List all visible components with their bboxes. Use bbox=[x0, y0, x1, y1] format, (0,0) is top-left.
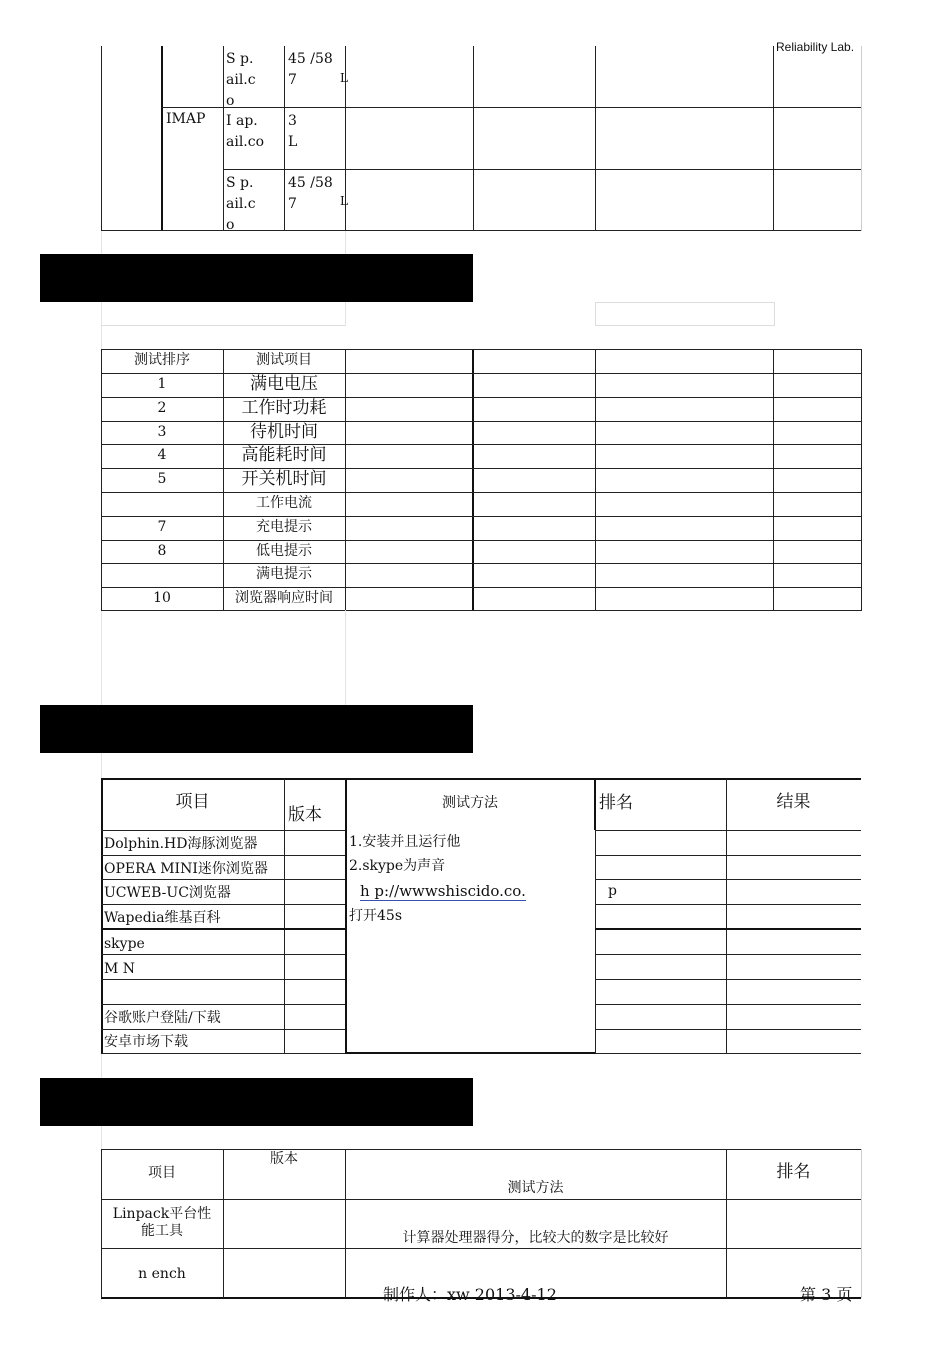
port-cell: 45 /58 7 bbox=[288, 51, 333, 88]
column-header-version: 版本 bbox=[288, 805, 322, 825]
browser-item: Dolphin.HD海豚浏览器 bbox=[104, 836, 258, 852]
protocol-cell: IMAP bbox=[166, 111, 206, 127]
row-item: 高能耗时间 bbox=[241, 445, 327, 465]
perf-item: n ench bbox=[138, 1266, 186, 1282]
flag-cell: L bbox=[340, 71, 348, 85]
row-number: 2 bbox=[157, 400, 167, 416]
column-header-rank: 排名 bbox=[776, 1162, 811, 1182]
column-header-method: 测试方法 bbox=[507, 1180, 564, 1196]
row-item: 工作时功耗 bbox=[241, 398, 327, 418]
empty-cell bbox=[595, 302, 775, 326]
rank-cell: p bbox=[608, 883, 617, 899]
perf-item: Linpack平台性 能工具 bbox=[112, 1206, 212, 1239]
server-cell: S p. ail.c o bbox=[226, 175, 256, 233]
footer-page-number: 第 3 页 bbox=[800, 1285, 853, 1304]
row-number: 10 bbox=[153, 590, 171, 606]
browser-item: skype bbox=[104, 936, 145, 952]
column-header-item: 项目 bbox=[148, 1165, 176, 1181]
column-header-rank: 排名 bbox=[599, 793, 633, 813]
column-header-order: 测试排序 bbox=[134, 352, 190, 368]
method-step: 1.安装并且运行他 bbox=[349, 834, 461, 850]
row-number: 1 bbox=[157, 376, 167, 392]
browser-item: M N bbox=[104, 961, 136, 977]
redacted-section-header bbox=[40, 1078, 473, 1126]
row-number: 7 bbox=[157, 519, 167, 535]
port-cell: 3 L bbox=[288, 113, 298, 150]
row-item: 充电提示 bbox=[256, 519, 312, 535]
browser-item: 谷歌账户登陆/下载 bbox=[104, 1010, 221, 1026]
server-cell: S p. ail.c o bbox=[226, 51, 256, 109]
redacted-section-header bbox=[40, 705, 473, 753]
row-item: 工作电流 bbox=[256, 495, 312, 511]
browser-item: UCWEB-UC浏览器 bbox=[104, 885, 231, 901]
row-number: 3 bbox=[157, 424, 167, 440]
test-url-link[interactable]: h p://wwwshiscido.co. bbox=[360, 882, 526, 900]
row-item: 开关机时间 bbox=[241, 469, 327, 489]
row-number: 8 bbox=[157, 543, 167, 559]
redacted-section-header bbox=[40, 254, 473, 302]
method-step: 2.skype为声音 bbox=[349, 858, 446, 874]
row-item: 满电电压 bbox=[250, 374, 318, 394]
row-item: 低电提示 bbox=[256, 543, 312, 559]
column-header-method: 测试方法 bbox=[442, 795, 498, 811]
method-step: 打开45s bbox=[349, 908, 402, 924]
row-item: 待机时间 bbox=[250, 422, 318, 442]
column-header-item: 测试项目 bbox=[256, 352, 312, 368]
perf-method: 计算器处理器得分，比较大的数字是比较好 bbox=[402, 1230, 669, 1246]
column-header-item: 项目 bbox=[175, 792, 210, 812]
row-item: 满电提示 bbox=[256, 566, 312, 582]
browser-item: OPERA MINI迷你浏览器 bbox=[104, 861, 268, 877]
column-header-version: 版本 bbox=[270, 1151, 298, 1167]
row-item: 浏览器响应时间 bbox=[235, 590, 333, 606]
lab-label: Reliability Lab. bbox=[776, 40, 855, 54]
browser-item: Wapedia维基百科 bbox=[104, 910, 221, 926]
row-number: 5 bbox=[157, 471, 167, 487]
flag-cell: L bbox=[340, 194, 348, 208]
column-header-result: 结果 bbox=[776, 792, 811, 812]
row-number: 4 bbox=[157, 447, 167, 463]
footer-author: 制作人：xw 2013-4-12 bbox=[383, 1285, 557, 1304]
browser-item: 安卓市场下载 bbox=[104, 1034, 188, 1050]
port-cell: 45 /58 7 bbox=[288, 175, 333, 212]
server-cell: I ap. ail.co bbox=[226, 113, 265, 150]
